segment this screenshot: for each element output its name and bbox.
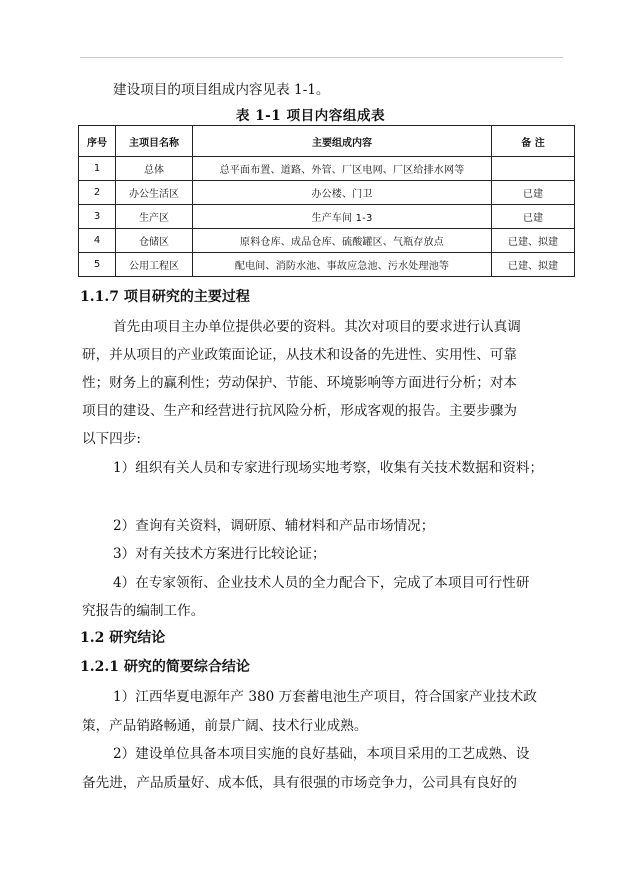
paragraph-line: 1）江西华夏电源年产 380 万套蓄电池生产项目，符合国家产业技术政 (113, 689, 537, 705)
cell-no: 1 (79, 157, 116, 181)
paragraph-line: 备先进，产品质量好、成本低，具有很强的市场竞争力，公司具有良好的 (82, 775, 517, 791)
cell-note: 已建 (492, 181, 575, 205)
cell-no: 2 (79, 181, 116, 205)
table-row (79, 205, 575, 229)
step-item: 3）对有关技术方案进行比较论证； (113, 546, 326, 562)
cell-name: 总体 (116, 157, 193, 181)
page-header-rule (80, 57, 563, 58)
cell-note: 已建 (492, 205, 575, 229)
intro-line: 建设项目的项目组成内容见表 1-1。 (113, 82, 330, 98)
project-content-table (78, 125, 575, 277)
cell-note: 已建、拟建 (492, 253, 575, 277)
cell-content: 生产车间 1-3 (193, 205, 492, 229)
cell-note (492, 157, 575, 181)
cell-no: 5 (79, 253, 116, 277)
step-item: 2）查询有关资料，调研原、辅材料和产品市场情况； (113, 518, 435, 534)
table-row (79, 157, 575, 181)
cell-note: 已建、拟建 (492, 229, 575, 253)
cell-name: 办公生活区 (116, 181, 193, 205)
paragraph-line: 以下四步: (82, 431, 141, 447)
cell-name: 仓储区 (116, 229, 193, 253)
section-1-2-heading: 1.2 研究结论 (80, 630, 166, 646)
header-name: 主项目名称 (116, 126, 193, 157)
paragraph-line: 首先由项目主办单位提供必要的资料。其次对项目的要求进行认真调 (113, 319, 521, 335)
table-row (79, 253, 575, 277)
cell-name: 公用工程区 (116, 253, 193, 277)
header-no: 序号 (79, 126, 116, 157)
table-row (79, 181, 575, 205)
header-note: 备 注 (492, 126, 575, 157)
cell-content: 配电间、消防水池、事故应急池、污水处理池等 (193, 253, 492, 277)
table-caption: 表 1-1 项目内容组成表 (235, 108, 386, 124)
paragraph-line: 策，产品销路畅通，前景广阔、技术行业成熟。 (82, 718, 368, 734)
cell-content: 办公楼、门卫 (193, 181, 492, 205)
paragraph-line: 性；财务上的赢利性；劳动保护、节能、环境影响等方面进行分析；对本 (82, 375, 517, 391)
paragraph-line: 2）建设单位具备本项目实施的良好基础，本项目采用的工艺成熟、设 (113, 746, 530, 762)
header-content: 主要组成内容 (193, 126, 492, 157)
paragraph-line: 研，并从项目的产业政策面论证，从技术和设备的先进性、实用性、可靠 (82, 347, 517, 363)
cell-content: 原料仓库、成品仓库、硫酸罐区、气瓶存放点 (193, 229, 492, 253)
cell-no: 3 (79, 205, 116, 229)
step-item: 4）在专家领衔、企业技术人员的全力配合下，完成了本项目可行性研 (113, 575, 530, 591)
paragraph-line: 项目的建设、生产和经营进行抗风险分析，形成客观的报告。主要步骤为 (82, 403, 517, 419)
table-row (79, 229, 575, 253)
cell-no: 4 (79, 229, 116, 253)
section-1-1-7-heading: 1.1.7 项目研究的主要过程 (80, 289, 250, 305)
step-item: 究报告的编制工作。 (82, 603, 205, 619)
step-item: 1）组织有关人员和专家进行现场实地考察，收集有关技术数据和资料； (113, 460, 544, 476)
cell-content: 总平面布置、道路、外管、厂区电网、厂区给排水网等 (193, 157, 492, 181)
section-1-2-1-heading: 1.2.1 研究的简要综合结论 (80, 659, 250, 675)
cell-name: 生产区 (116, 205, 193, 229)
table-header-row (79, 126, 575, 157)
